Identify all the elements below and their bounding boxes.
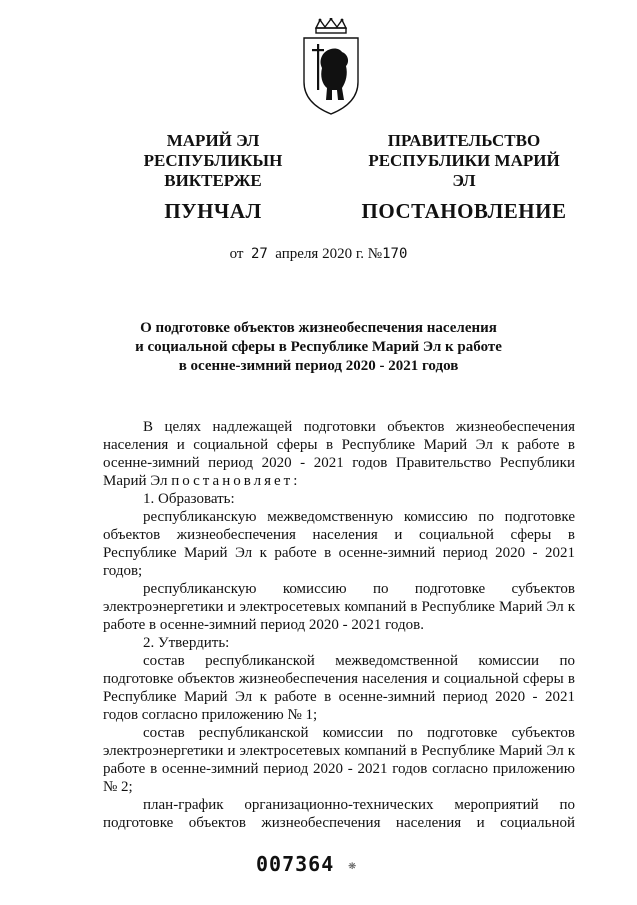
header-left-doc-type: ПУНЧАЛ bbox=[164, 199, 262, 223]
item-1: 1. Образовать: bbox=[143, 491, 235, 507]
document-title bbox=[0, 319, 637, 376]
ornament-icon: ❋ bbox=[348, 858, 358, 873]
document-number: 170 bbox=[382, 246, 408, 262]
date-prefix: от bbox=[229, 246, 244, 262]
title-line1: О подготовке объектов жизнеобеспечения населения bbox=[140, 320, 497, 336]
header-right bbox=[355, 131, 573, 221]
title-line2: и социальной сферы в Республике Марий Эл к работе bbox=[135, 339, 502, 355]
serial-value: 007364 bbox=[256, 852, 335, 876]
intro-paragraph: В целях надлежащей подготовки объектов жизнеобеспечения населения и социальной сферы в Республике Марий Эл к работе в осенне-зимний период 2020 - 2021 годов Правительство Республики Марий Эл постановляет: bbox=[103, 419, 575, 489]
item-2: 2. Утвердить: bbox=[143, 635, 230, 651]
header-right-doc-type: ПОСТАНОВЛЕНИЕ bbox=[361, 199, 567, 223]
item-2a: состав республиканской межведомственной комиссии по подготовке объектов жизнеобеспечения населения и социальной сферы в Республике Марий Эл к работе в осенне-зимний период 2020 - 2021 годов согласно приложению № 1; bbox=[103, 653, 575, 723]
coat-of-arms-emblem bbox=[300, 18, 362, 118]
date-rest: апреля 2020 г. № bbox=[275, 246, 383, 262]
header-left bbox=[98, 131, 328, 221]
header-right-line1: ПРАВИТЕЛЬСТВО bbox=[387, 131, 541, 150]
item-1a: республиканскую межведомственную комиссию по подготовке объектов жизнеобеспечения населения и социальной сферы в Республике Марий Эл к работе в осенне-зимний период 2020 - 2021 годов; bbox=[103, 509, 575, 579]
header-left-line1: МАРИЙ ЭЛ РЕСПУБЛИКЫН bbox=[143, 131, 283, 170]
item-2c: план-график организационно-технических мероприятий по подготовке объектов жизнеобеспечения населения и социальной bbox=[103, 797, 575, 831]
serial-number bbox=[256, 852, 357, 876]
header-left-line2: ВИКТЕРЖЕ bbox=[164, 171, 262, 190]
resolves-word: постановляет: bbox=[171, 473, 301, 489]
item-2b: состав республиканской комиссии по подготовке субъектов электроэнергетики и электросетевых компаний в Республике Марий Эл к работе в осенне-зимний период 2020 - 2021 годов согласно приложению № 2; bbox=[103, 725, 575, 795]
document-date bbox=[0, 246, 637, 263]
date-day: 27 bbox=[250, 246, 268, 262]
header-right-line2: РЕСПУБЛИКИ МАРИЙ ЭЛ bbox=[368, 151, 560, 190]
document-body bbox=[103, 418, 575, 832]
title-line3: в осенне-зимний период 2020 - 2021 годов bbox=[178, 358, 459, 374]
item-1b: республиканскую комиссию по подготовке субъектов электроэнергетики и электросетевых компаний в Республике Марий Эл к работе в осенне-зимний период 2020 - 2021 годов. bbox=[103, 581, 575, 633]
